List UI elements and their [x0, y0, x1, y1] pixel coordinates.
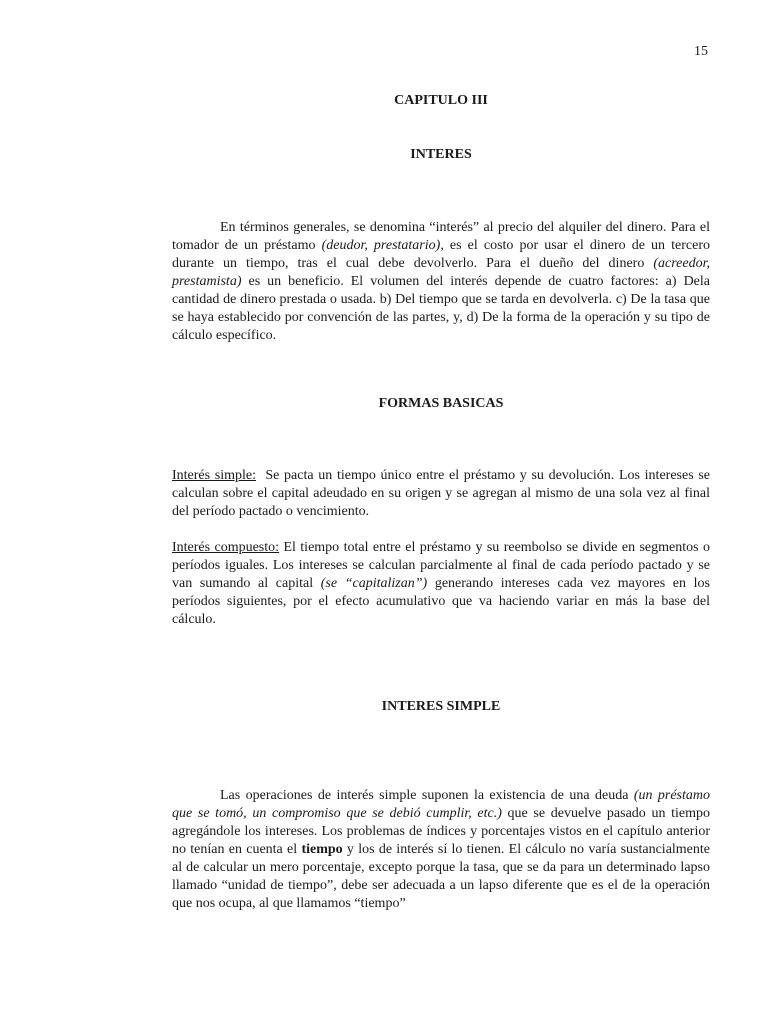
text-run: Las operaciones de interés simple suponen la existencia de una deuda	[220, 788, 634, 803]
italic-run: (acreedor, prestamista)	[172, 256, 710, 289]
text-run: que se devuelve pasado un tiempo agregándole los intereses. Los problemas de índices y porcentajes vistos en el capítulo anterior no tenían en cuenta el	[172, 806, 710, 857]
text-run: generando intereses cada vez mayores en los períodos siguientes, por el efecto acumulativo que va haciendo variar en más la base del cálculo.	[172, 576, 710, 627]
text-run: Se pacta un tiempo único entre el préstamo y su devolución. Los intereses se calculan sobre el capital adeudado en su origen y se agregan al mismo de una sola vez al final del período pactado o vencimiento.	[172, 468, 714, 519]
section-title-interes-simple: INTERES SIMPLE	[381, 699, 501, 714]
bold-run: tiempo	[301, 842, 343, 857]
paragraph-interes-simple	[172, 467, 714, 521]
section-title-interes: INTERES	[410, 147, 472, 162]
text-run: El tiempo total entre el préstamo y su reembolso se divide en segmentos o períodos iguales. Los intereses se calculan parcialmente al final de cada período pactado y se van sumando al capital	[172, 540, 710, 591]
italic-run: (un préstamo que se tomó, un compromiso que se debió cumplir, etc.)	[172, 788, 710, 821]
page-number: 15	[694, 44, 708, 59]
chapter-title: CAPITULO III	[394, 93, 488, 108]
paragraph-interes-definition	[172, 219, 710, 345]
paragraph-interes-compuesto	[172, 539, 710, 629]
text-run: es un beneficio. El volumen del interés depende de cuatro factores: a) Dela cantidad de dinero prestada o usada. b) Del tiempo que se tarda en devolverla. c) De la tasa que se haya establecido por convención de las partes, y, d) De la forma de la operación y su tipo de cálculo específico.	[172, 274, 710, 343]
term-label-simple: Interés simple:	[172, 468, 256, 483]
text-run: , es el costo por usar el dinero de un tercero durante un tiempo, tras el cual debe devolverlo. Para el dueño del dinero	[172, 238, 710, 271]
section-title-formas-basicas: FORMAS BASICAS	[378, 396, 504, 411]
italic-run: (se “capitalizan”)	[320, 576, 428, 591]
text-run: y los de interés sí lo tienen. El cálculo no varía sustancialmente al de calcular un mero porcentaje, excepto porque la tasa, que se da para un determinado lapso llamado “unidad de tiempo”, debe ser adecuada a un lapso diferente que es el de la operación que nos ocupa, al que llamamos “tiempo”	[172, 842, 711, 911]
italic-run: (deudor, prestatario)	[321, 238, 441, 253]
text-run: En términos generales, se denomina “interés” al precio del alquiler del dinero. Para el tomador de un préstamo	[172, 220, 710, 253]
term-label-compuesto: Interés compuesto:	[172, 540, 280, 555]
paragraph-operaciones-interes-simple	[172, 787, 710, 913]
